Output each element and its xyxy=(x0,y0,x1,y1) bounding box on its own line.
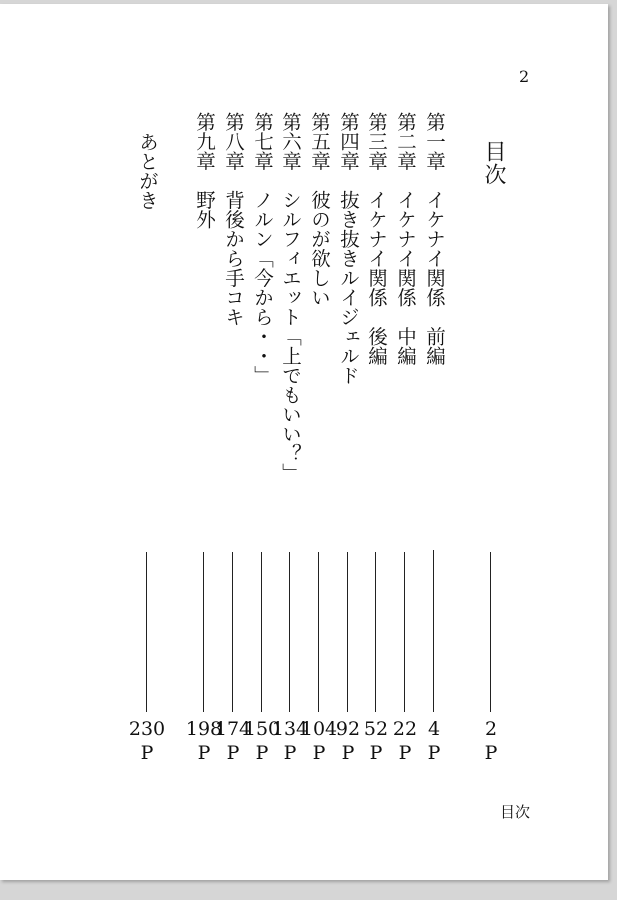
toc-entry[interactable] xyxy=(185,112,223,880)
page-suffix: P xyxy=(427,742,441,764)
toc-entry[interactable] xyxy=(214,112,252,880)
afterword-title: あとがき xyxy=(136,132,159,210)
toc-entry-text xyxy=(365,112,387,366)
toc-entry-text xyxy=(222,112,244,327)
chapter-label: 第九章 xyxy=(193,112,216,171)
page-number-value: 22 xyxy=(392,718,418,740)
toc-page-ref xyxy=(485,717,498,765)
leader-line xyxy=(347,552,348,712)
toc-entry-text xyxy=(423,112,445,366)
page-number: 2 xyxy=(519,67,530,86)
chapter-title: 抜き抜きルイジェルド xyxy=(337,190,360,385)
toc-entry[interactable] xyxy=(300,112,338,880)
leader-line xyxy=(404,552,405,712)
leader-line xyxy=(375,552,376,712)
toc-page-ref xyxy=(364,717,388,765)
toc-entry[interactable] xyxy=(337,112,359,880)
chapter-title: ノルン「今から・・」 xyxy=(251,190,274,385)
chapter-title: 野外 xyxy=(193,190,216,229)
page-suffix: P xyxy=(369,742,383,764)
chapter-label: 第三章 xyxy=(365,112,388,171)
leader-line xyxy=(289,552,290,712)
toc-page-ref xyxy=(428,717,441,765)
leader-line xyxy=(261,552,262,712)
toc-page-ref xyxy=(336,717,360,765)
page-suffix: P xyxy=(398,742,412,764)
chapter-title: 彼のが欲しい xyxy=(308,190,331,307)
page-suffix: P xyxy=(484,742,498,764)
toc-entry-text xyxy=(394,112,416,366)
toc-page-ref xyxy=(186,717,222,765)
toc-title-page-ref xyxy=(480,112,502,880)
toc-entry[interactable] xyxy=(423,112,445,880)
page-number-value: 230 xyxy=(128,718,166,740)
toc-entry-text xyxy=(308,112,330,307)
page-suffix: P xyxy=(226,742,240,764)
chapter-title: シルフィエット「上でもいい？」 xyxy=(279,190,302,483)
page-number-value: 2 xyxy=(484,718,498,740)
chapter-label: 第二章 xyxy=(394,112,417,171)
toc-entry[interactable] xyxy=(271,112,309,880)
toc-entry-text xyxy=(193,112,215,229)
toc-entry[interactable] xyxy=(394,112,416,880)
page-number-value: 92 xyxy=(335,718,361,740)
toc-entry-text xyxy=(136,132,158,210)
leader-line xyxy=(146,552,147,712)
chapter-label: 第六章 xyxy=(279,112,302,171)
chapter-label: 第四章 xyxy=(337,112,360,171)
toc-entry-text xyxy=(337,112,359,385)
chapter-title: イケナイ関係 中編 xyxy=(394,190,417,366)
page-number-value: 52 xyxy=(363,718,389,740)
leader-line xyxy=(203,552,204,712)
chapter-title: イケナイ関係 前編 xyxy=(423,190,446,366)
toc-entry-text xyxy=(251,112,273,385)
page-suffix: P xyxy=(140,742,154,764)
leader-line xyxy=(318,552,319,712)
toc-entry-afterword[interactable] xyxy=(128,112,166,880)
page-number-value: 198 xyxy=(185,718,223,740)
toc-entry[interactable] xyxy=(365,112,387,880)
toc-page-ref xyxy=(393,717,417,765)
page-number-value: 174 xyxy=(214,718,252,740)
page-suffix: P xyxy=(197,742,211,764)
toc-title: 目次 xyxy=(481,140,506,186)
chapter-title: 背後から手コキ xyxy=(222,190,245,327)
page-number-value: 150 xyxy=(243,718,281,740)
page-number-value: 4 xyxy=(427,718,441,740)
leader-line xyxy=(232,552,233,712)
running-footer: 目次 xyxy=(500,803,531,821)
leader-line xyxy=(433,550,434,712)
page-suffix: P xyxy=(312,742,326,764)
toc-entry-text xyxy=(279,112,301,483)
chapter-label: 第八章 xyxy=(222,112,245,171)
chapter-label: 第七章 xyxy=(251,112,274,171)
page-number-value: 134 xyxy=(271,718,309,740)
leader-line xyxy=(490,552,491,712)
page-suffix: P xyxy=(341,742,355,764)
toc-page-ref xyxy=(129,717,165,765)
page-suffix: P xyxy=(283,742,297,764)
page-number-value: 104 xyxy=(300,718,338,740)
chapter-title: イケナイ関係 後編 xyxy=(365,190,388,366)
document-page xyxy=(0,4,608,880)
chapter-label: 第五章 xyxy=(308,112,331,171)
chapter-label: 第一章 xyxy=(423,112,446,171)
page-suffix: P xyxy=(255,742,269,764)
toc-entry[interactable] xyxy=(243,112,281,880)
